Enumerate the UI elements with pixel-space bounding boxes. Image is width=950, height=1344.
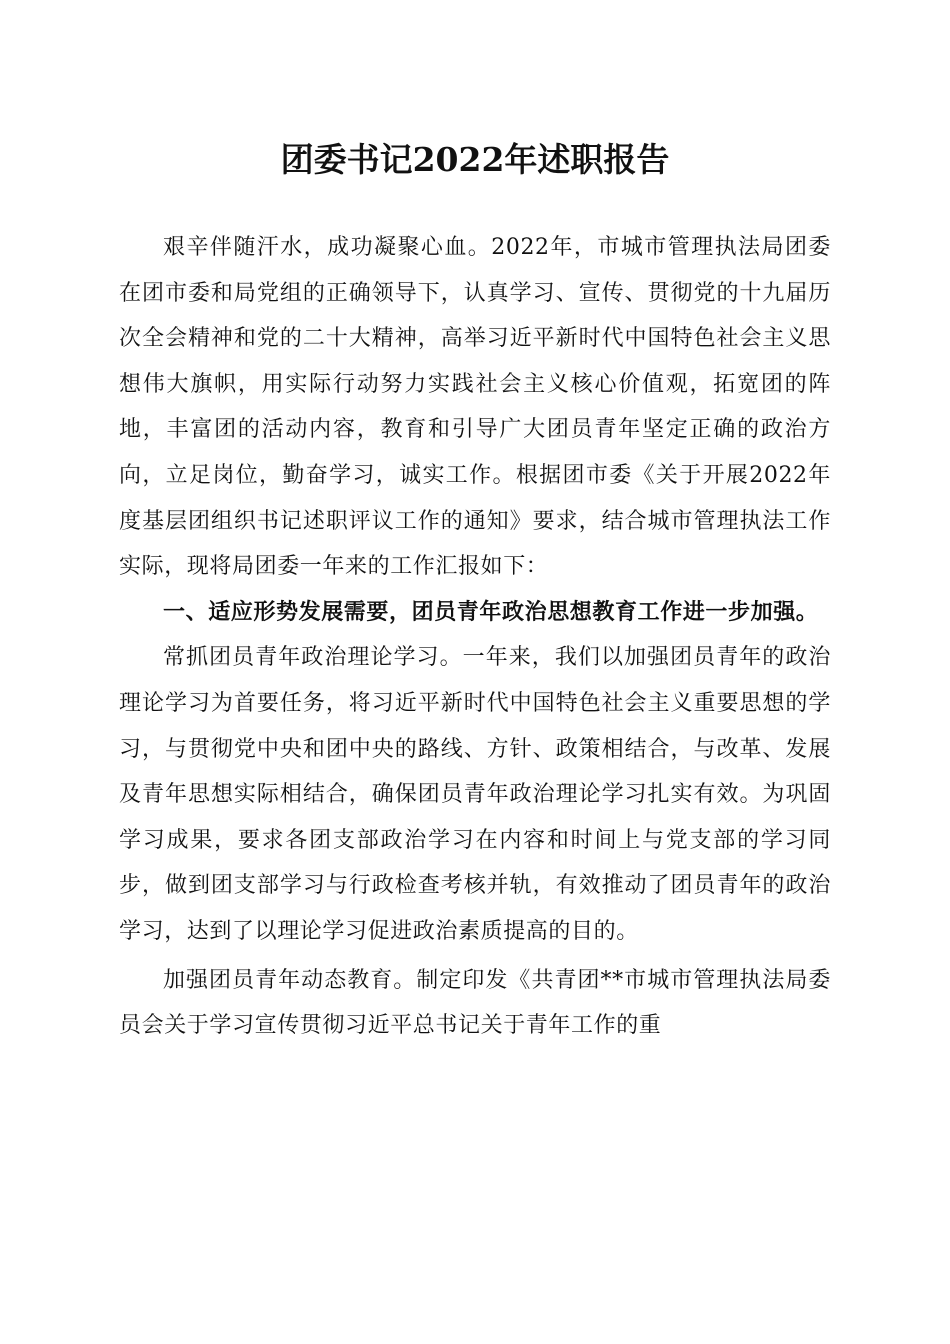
- document-body: [119, 225, 831, 1049]
- paragraph-dynamic-education: 加强团员青年动态教育。制定印发《共青团**市城市管理执法局委员会关于学习宣传贯彻习近平总书记关于青年工作的重: [119, 967, 831, 1039]
- document-title: 团委书记2022年述职报告: [280, 140, 670, 179]
- section-heading-1: 一、适应形势发展需要，团员青年政治思想教育工作进一步加强。: [163, 599, 819, 625]
- paragraph-intro: 艰辛伴随汗水，成功凝聚心血。2022年，市城市管理执法局团委在团市委和局党组的正确领导下，认真学习、宣传、贯彻党的十九届历次全会精神和党的二十大精神，高举习近平新时代中国特色社会主义思想伟大旗帜，用实际行动努力实践社会主义核心价值观，拓宽团的阵地，丰富团的活动内容，教育和引导广大团员青年坚定正确的政治方向，立足岗位，勤奋学习，诚实工作。根据团市委《关于开展2022年度基层团组织书记述职评议工作的通知》要求，结合城市管理执法工作实际，现将局团委一年来的工作汇报如下：: [119, 235, 831, 580]
- paragraph-theory-study: 常抓团员青年政治理论学习。一年来，我们以加强团员青年的政治理论学习为首要任务，将习近平新时代中国特色社会主义重要思想的学习，与贯彻党中央和团中央的路线、方针、政策相结合，与改革、发展及青年思想实际相结合，确保团员青年政治理论学习扎实有效。为巩固学习成果，要求各团支部政治学习在内容和时间上与党支部的学习同步，做到团支部学习与行政检查考核并轨，有效推动了团员青年的政治学习，达到了以理论学习促进政治素质提高的目的。: [119, 645, 831, 944]
